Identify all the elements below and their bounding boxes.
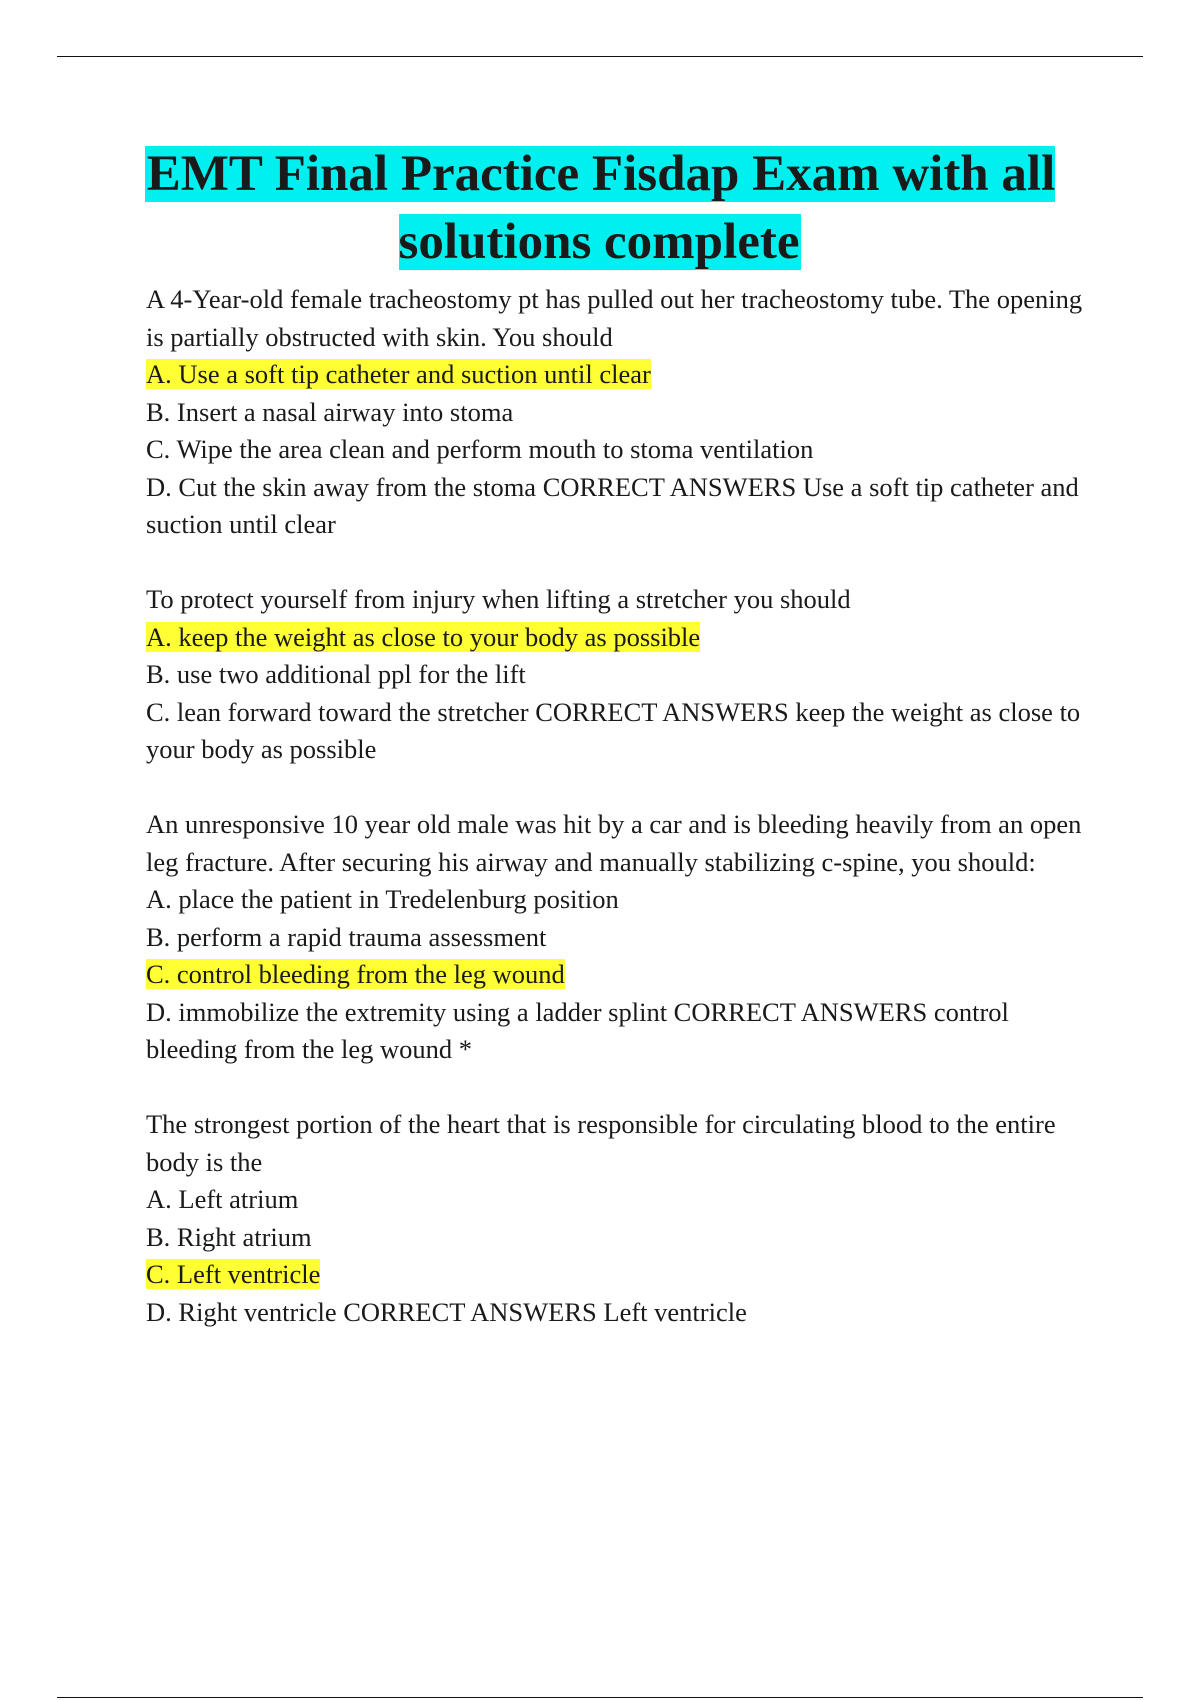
answer-option: B. use two additional ppl for the lift bbox=[146, 659, 526, 689]
answer-option: D. Cut the skin away from the stoma CORRECT ANSWERS Use a soft tip catheter and suction until clear bbox=[146, 471, 1079, 539]
question-3 bbox=[146, 806, 1106, 1069]
highlighted-answer: A. keep the weight as close to your body as possible bbox=[146, 621, 701, 652]
question-stem: To protect yourself from injury when lifting a stretcher you should bbox=[146, 584, 851, 614]
question-stem: An unresponsive 10 year old male was hit by a car and is bleeding heavily from an open leg fracture. After securing his airway and manually stabilizing c-spine, you should: bbox=[146, 809, 1082, 877]
question-4 bbox=[146, 1106, 1106, 1331]
title-highlight: EMT Final Practice Fisdap Exam with all solutions complete bbox=[146, 146, 1056, 270]
answer-option bbox=[146, 356, 1106, 394]
question-2 bbox=[146, 581, 1106, 769]
highlighted-answer: C. control bleeding from the leg wound bbox=[146, 959, 565, 989]
question-stem: A 4-Year-old female tracheostomy pt has pulled out her tracheostomy tube. The opening is partially obstructed with skin. You should bbox=[146, 284, 1083, 352]
answer-option: C. lean forward toward the stretcher CORRECT ANSWERS keep the weight as close to your body as possible bbox=[146, 696, 1081, 764]
answer-option: B. Insert a nasal airway into stoma bbox=[146, 396, 514, 427]
answer-option: D. immobilize the extremity using a ladder splint CORRECT ANSWERS control bleeding from the leg wound * bbox=[146, 996, 1009, 1064]
answer-option: D. Right ventricle CORRECT ANSWERS Left ventricle bbox=[146, 1296, 747, 1327]
answer-option: B. perform a rapid trauma assessment bbox=[146, 921, 547, 952]
answer-option: C. Wipe the area clean and perform mouth to stoma ventilation bbox=[146, 434, 814, 464]
question-stem: The strongest portion of the heart that is responsible for circulating blood to the entire body is the bbox=[146, 1109, 1056, 1177]
question-list bbox=[146, 281, 1106, 1369]
answer-option bbox=[146, 1256, 1106, 1294]
answer-option bbox=[146, 619, 1106, 657]
answer-option: A. place the patient in Tredelenburg position bbox=[146, 884, 619, 914]
answer-option: B. Right atrium bbox=[146, 1221, 312, 1252]
highlighted-answer: A. Use a soft tip catheter and suction until clear bbox=[146, 359, 651, 389]
top-rule bbox=[57, 56, 1143, 57]
bottom-rule bbox=[57, 1697, 1143, 1698]
answer-option bbox=[146, 956, 1106, 994]
document-title bbox=[100, 140, 1100, 276]
highlighted-answer: C. Left ventricle bbox=[146, 1259, 321, 1289]
answer-option: A. Left atrium bbox=[146, 1184, 299, 1214]
question-1 bbox=[146, 281, 1106, 544]
